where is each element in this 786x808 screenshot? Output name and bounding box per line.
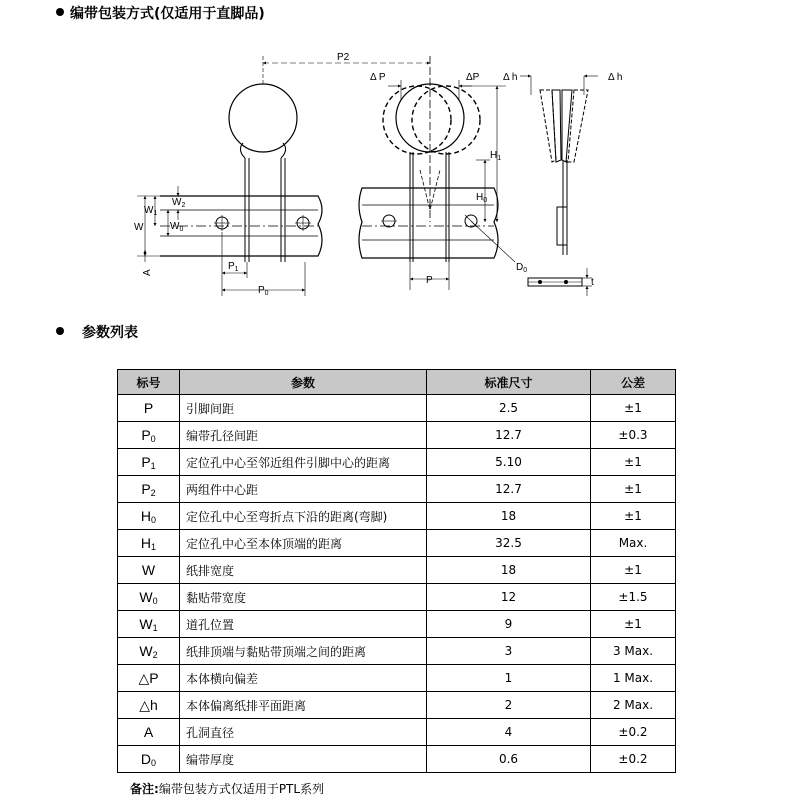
cell-tolerance: ±0.3 [591, 422, 676, 449]
cell-tolerance: ±0.2 [591, 719, 676, 746]
cell-standard-size: 32.5 [427, 530, 591, 557]
cell-parameter: 定位孔中心至邻近组件引脚中心的距离 [180, 449, 427, 476]
header-tolerance: 公差 [591, 370, 676, 395]
label-a: A [142, 269, 153, 276]
cell-parameter: 编带厚度 [180, 746, 427, 773]
table-row [118, 665, 676, 692]
tape-packaging-diagram [0, 0, 786, 310]
table-row [118, 584, 676, 611]
cell-parameter: 本体偏离纸排平面距离 [180, 692, 427, 719]
label-dh-right: Δ h [608, 72, 623, 83]
footnote-text: 编带包装方式仅适用于PTL系列 [158, 782, 325, 796]
header-standard-size: 标准尺寸 [427, 370, 591, 395]
label-w2: W [172, 197, 182, 208]
cell-standard-size: 3 [427, 638, 591, 665]
table-row [118, 746, 676, 773]
svg-text:D0: $D_0$ [516, 262, 528, 274]
label-t: t [591, 277, 594, 288]
footnote [130, 780, 324, 797]
cell-standard-size: 0.6 [427, 746, 591, 773]
section-title-tape-packaging: 编带包装方式(仅适用于直脚品) [70, 6, 265, 22]
svg-text:W1: $W_1$ [144, 205, 158, 217]
cell-standard-size: 9 [427, 611, 591, 638]
cell-tolerance: 1 Max. [591, 665, 676, 692]
left-view [137, 56, 430, 296]
table-row [118, 530, 676, 557]
table-row [118, 449, 676, 476]
table-row [118, 422, 676, 449]
cell-symbol: $P_1$ [118, 449, 180, 476]
label-w0: W [170, 221, 180, 232]
cell-symbol: $P_0$ [118, 422, 180, 449]
table-header-row [118, 370, 676, 395]
cell-tolerance: ±1.5 [591, 584, 676, 611]
cell-parameter: 本体横向偏差 [180, 665, 427, 692]
table-row [118, 503, 676, 530]
bullet-2 [56, 327, 64, 335]
cell-standard-size: 1 [427, 665, 591, 692]
label-p2: P2 [337, 52, 350, 63]
label-p0: P [258, 285, 265, 296]
cell-parameter: 两组件中心距 [180, 476, 427, 503]
svg-text:W0: $W_0$ [170, 221, 184, 233]
cell-tolerance: 3 Max. [591, 638, 676, 665]
cell-symbol: $W_0$ [118, 584, 180, 611]
section-title-parameter-list: 参数列表 [82, 325, 138, 341]
cell-symbol: P [118, 395, 180, 422]
cell-standard-size: 12 [427, 584, 591, 611]
cell-symbol: $D_0$ [118, 746, 180, 773]
right-view [520, 76, 598, 296]
cell-symbol: △h [118, 692, 180, 719]
label-p1: P [228, 261, 235, 272]
label-h1: H [490, 150, 498, 161]
cell-standard-size: 12.7 [427, 476, 591, 503]
cell-tolerance: ±1 [591, 476, 676, 503]
cell-symbol: $H_0$ [118, 503, 180, 530]
cell-symbol: $H_1$ [118, 530, 180, 557]
cell-parameter: 引脚间距 [180, 395, 427, 422]
cell-parameter: 纸排顶端与黏贴带顶端之间的距离 [180, 638, 427, 665]
cell-symbol: △P [118, 665, 180, 692]
cell-tolerance: ±1 [591, 503, 676, 530]
cell-parameter: 纸排宽度 [180, 557, 427, 584]
cell-tolerance: ±1 [591, 557, 676, 584]
svg-text:P0: $P_0$ [258, 285, 269, 297]
table-row [118, 557, 676, 584]
svg-text:P1: $P_1$ [228, 261, 239, 273]
label-dp-left: Δ P [370, 72, 386, 83]
cell-tolerance: ±0.2 [591, 746, 676, 773]
label-d0: D [516, 262, 524, 273]
label-h0: H [476, 192, 484, 203]
cell-standard-size: 5.10 [427, 449, 591, 476]
cell-tolerance: ±1 [591, 449, 676, 476]
label-p: P [426, 275, 433, 286]
cell-parameter: 定位孔中心至弯折点下沿的距离(弯脚) [180, 503, 427, 530]
cell-standard-size: 12.7 [427, 422, 591, 449]
cell-parameter: 道孔位置 [180, 611, 427, 638]
cell-parameter: 编带孔径间距 [180, 422, 427, 449]
cell-standard-size: 2.5 [427, 395, 591, 422]
cell-standard-size: 4 [427, 719, 591, 746]
cell-parameter: 黏贴带宽度 [180, 584, 427, 611]
label-dp-right: ΔP [466, 72, 480, 83]
cell-standard-size: 18 [427, 557, 591, 584]
cell-symbol: $W_2$ [118, 638, 180, 665]
cell-tolerance: ±1 [591, 611, 676, 638]
svg-text:H1: $H_1$ [490, 150, 502, 162]
table-row [118, 719, 676, 746]
label-w: W [134, 222, 144, 233]
table-row [118, 395, 676, 422]
footnote-label: 备注: [130, 782, 159, 796]
label-w1: W [144, 205, 154, 216]
cell-symbol: $P_2$ [118, 476, 180, 503]
cell-tolerance: Max. [591, 530, 676, 557]
table-row [118, 476, 676, 503]
cell-parameter: 孔洞直径 [180, 719, 427, 746]
cell-standard-size: 18 [427, 503, 591, 530]
cell-symbol: $W_1$ [118, 611, 180, 638]
cell-symbol: W [118, 557, 180, 584]
header-symbol: 标号 [118, 370, 180, 395]
cell-tolerance: ±1 [591, 395, 676, 422]
cell-parameter: 定位孔中心至本体顶端的距离 [180, 530, 427, 557]
label-dh-left: Δ h [503, 72, 518, 83]
cell-tolerance: 2 Max. [591, 692, 676, 719]
table-row [118, 692, 676, 719]
header-parameter: 参数 [180, 370, 427, 395]
cell-symbol: A [118, 719, 180, 746]
cell-standard-size: 2 [427, 692, 591, 719]
middle-view [359, 56, 518, 290]
table-row [118, 638, 676, 665]
svg-text:W2: $W_2$ [172, 197, 186, 209]
svg-text:H0: $H_0$ [476, 192, 488, 204]
table-row [118, 611, 676, 638]
parameter-table [117, 369, 676, 773]
